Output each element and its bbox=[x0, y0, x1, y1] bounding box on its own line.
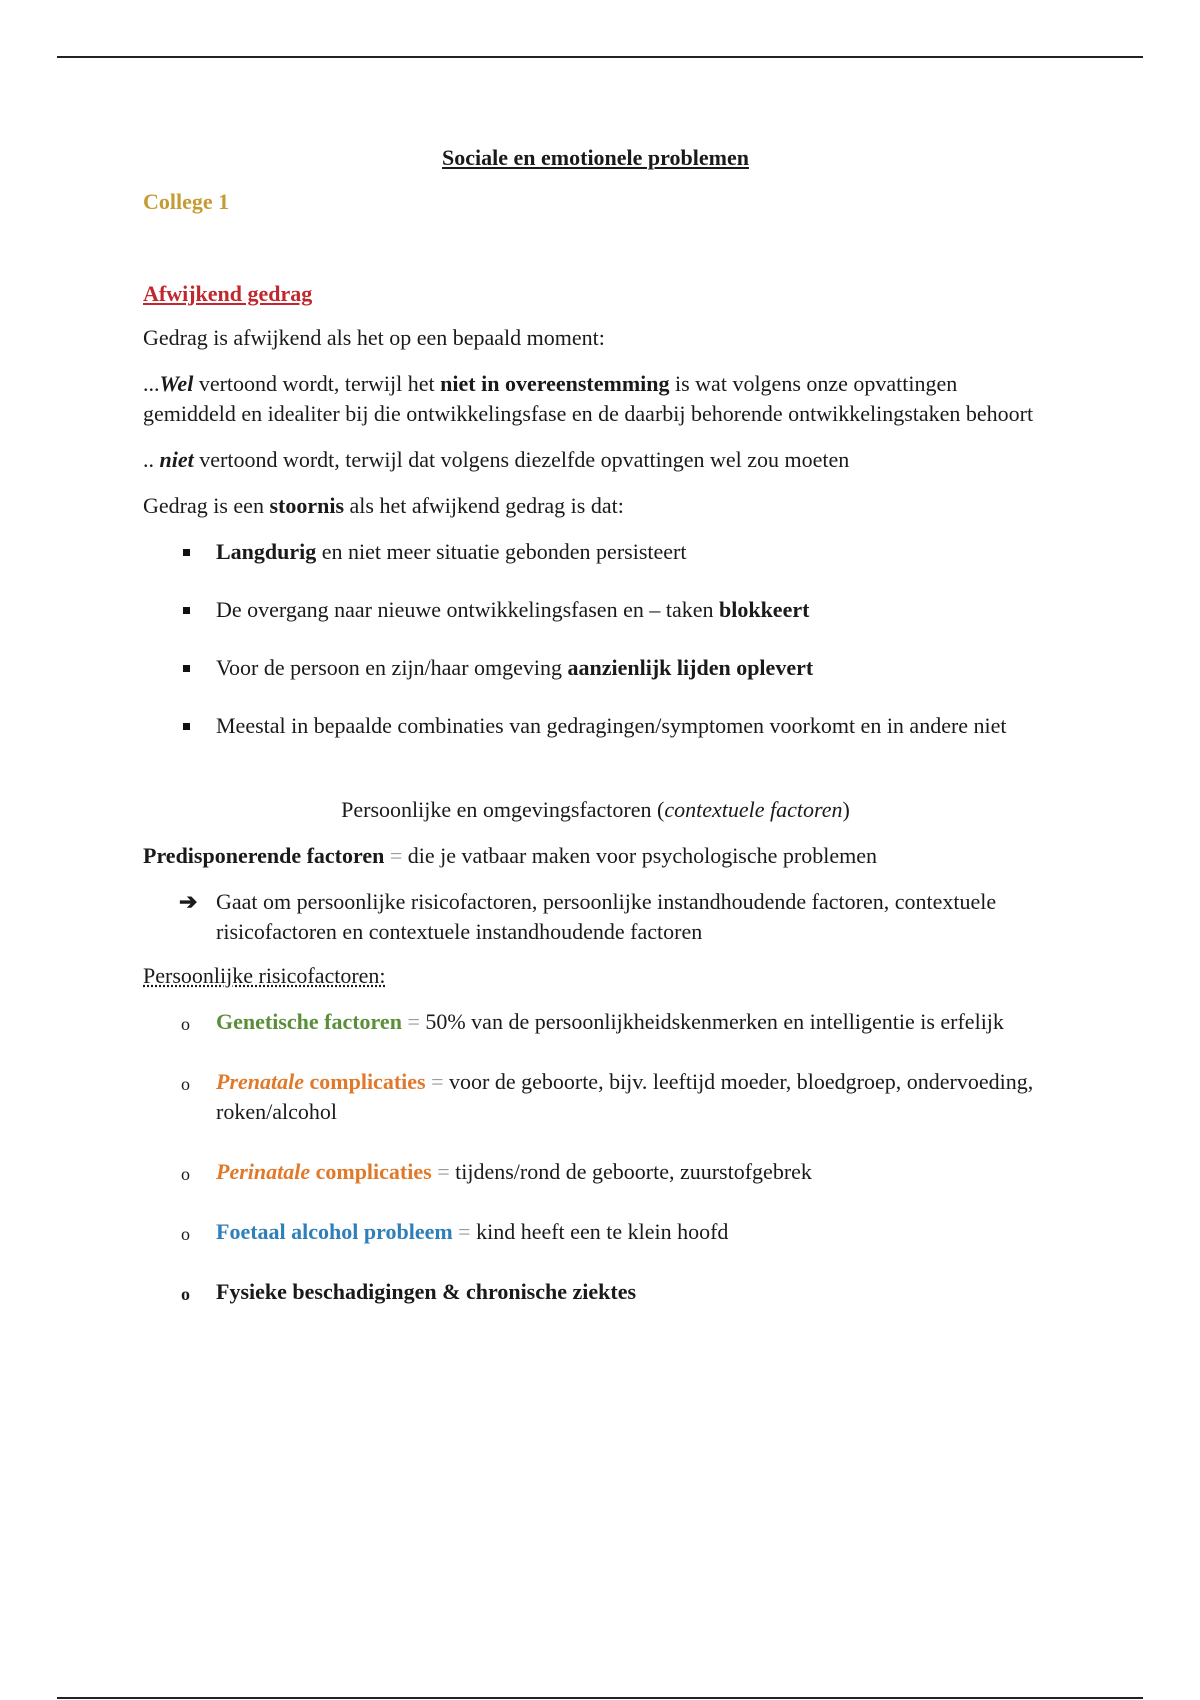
wel-bold: niet in overeenstemming bbox=[440, 371, 670, 396]
list-item bbox=[143, 653, 1048, 683]
criteria-text: Meestal in bepaalde combinaties van gedragingen/symptomen voorkomt en in andere niet bbox=[216, 713, 1007, 738]
list-item bbox=[143, 711, 1048, 741]
criteria-text: en niet meer situatie gebonden persisteert bbox=[316, 539, 687, 564]
prenatal-italic: Prenatale bbox=[216, 1069, 304, 1094]
arrow-item bbox=[143, 887, 1048, 947]
wel-text-2: is wat volgens onze opvattingen gemiddeld en idealiter bij die ontwikkelingsfase en de daarbij behorende ontwikkelingstaken behoort bbox=[143, 371, 1034, 426]
niet-word: niet bbox=[159, 447, 194, 472]
criteria-text: Voor de persoon en zijn/haar omgeving bbox=[216, 655, 568, 680]
list-item bbox=[143, 595, 1048, 625]
wel-prefix: ... bbox=[143, 371, 160, 396]
stoornis-criteria-list bbox=[143, 537, 1048, 741]
genetic-label: Genetische factoren bbox=[216, 1009, 402, 1034]
intro-paragraph: Gedrag is afwijkend als het op een bepaald moment: bbox=[143, 325, 605, 350]
criteria-bold: aanzienlijk lijden oplevert bbox=[567, 655, 814, 680]
niet-text: vertoond wordt, terwijl dat volgens diezelfde opvattingen wel zou moeten bbox=[193, 447, 850, 472]
genetic-text: 50% van de persoonlijkheidskenmerken en intelligentie is erfelijk bbox=[425, 1009, 1004, 1034]
document-body bbox=[143, 140, 1048, 1337]
factors-heading-close: ) bbox=[842, 797, 850, 822]
predisponerende-bold: Predisponerende factoren bbox=[143, 843, 385, 868]
perinatal-label: complicaties bbox=[315, 1159, 432, 1184]
arrow-text: Gaat om persoonlijke risicofactoren, persoonlijke instandhoudende factoren, contextuele risicofactoren en contextuele instandhoudende factoren bbox=[216, 889, 997, 944]
list-item bbox=[143, 537, 1048, 567]
perinatal-text: tijdens/rond de geboorte, zuurstofgebrek bbox=[455, 1159, 812, 1184]
arrow-right-icon: ➔ bbox=[179, 889, 198, 914]
circle-bullet-icon: o bbox=[181, 1164, 190, 1184]
criteria-text: De overgang naar nieuwe ontwikkelingsfasen en – taken bbox=[216, 597, 719, 622]
heading-afwijkend-gedrag: Afwijkend gedrag bbox=[143, 281, 313, 306]
predisponerende-text: die je vatbaar maken voor psychologische problemen bbox=[407, 843, 877, 868]
document-title: Sociale en emotionele problemen bbox=[442, 145, 749, 170]
list-item bbox=[143, 1067, 1048, 1127]
factors-heading-italic: contextuele factoren bbox=[664, 797, 843, 822]
criteria-bold: blokkeert bbox=[718, 597, 810, 622]
criteria-bold: Langdurig bbox=[216, 539, 317, 564]
risk-factors-list bbox=[143, 1007, 1048, 1307]
predisponerende-paragraph bbox=[143, 841, 1048, 871]
fas-label: Foetaal alcohol probleem bbox=[216, 1219, 453, 1244]
list-item bbox=[143, 1157, 1048, 1187]
equals-sign: = bbox=[431, 1069, 444, 1094]
wel-word: Wel bbox=[159, 371, 194, 396]
list-item bbox=[143, 1007, 1048, 1037]
stoornis-paragraph bbox=[143, 491, 1048, 521]
fas-text: kind heeft een te klein hoofd bbox=[476, 1219, 729, 1244]
factors-heading-text: Persoonlijke en omgevingsfactoren ( bbox=[341, 797, 665, 822]
wel-paragraph bbox=[143, 369, 1048, 429]
circle-bullet-icon: o bbox=[181, 1014, 190, 1034]
stoornis-text-1: Gedrag is een bbox=[143, 493, 270, 518]
prenatal-text: voor de geboorte, bijv. leeftijd moeder, bloedgroep, ondervoeding, roken/alcohol bbox=[216, 1069, 1034, 1124]
factors-heading bbox=[143, 795, 1048, 825]
bottom-rule bbox=[57, 1697, 1143, 1699]
top-rule bbox=[57, 56, 1143, 58]
list-item bbox=[143, 1277, 1048, 1307]
equals-sign: = bbox=[458, 1219, 471, 1244]
wel-text-1: vertoond wordt, terwijl het bbox=[193, 371, 441, 396]
stoornis-text-2: als het afwijkend gedrag is dat: bbox=[344, 493, 624, 518]
circle-bullet-icon: o bbox=[181, 1074, 190, 1094]
stoornis-bold: stoornis bbox=[269, 493, 345, 518]
equals-sign: = bbox=[389, 843, 403, 868]
perinatal-italic: Perinatale bbox=[216, 1159, 311, 1184]
physical-label: Fysieke beschadigingen & chronische ziektes bbox=[216, 1279, 637, 1304]
college-label: College 1 bbox=[143, 189, 230, 214]
equals-sign: = bbox=[437, 1159, 450, 1184]
circle-bullet-icon: o bbox=[181, 1284, 190, 1304]
equals-sign: = bbox=[407, 1009, 420, 1034]
niet-paragraph bbox=[143, 445, 1048, 475]
niet-prefix: .. bbox=[143, 447, 160, 472]
circle-bullet-icon: o bbox=[181, 1224, 190, 1244]
prenatal-label: complicaties bbox=[309, 1069, 426, 1094]
risk-factors-heading: Persoonlijke risicofactoren: bbox=[143, 963, 386, 988]
list-item bbox=[143, 1217, 1048, 1247]
